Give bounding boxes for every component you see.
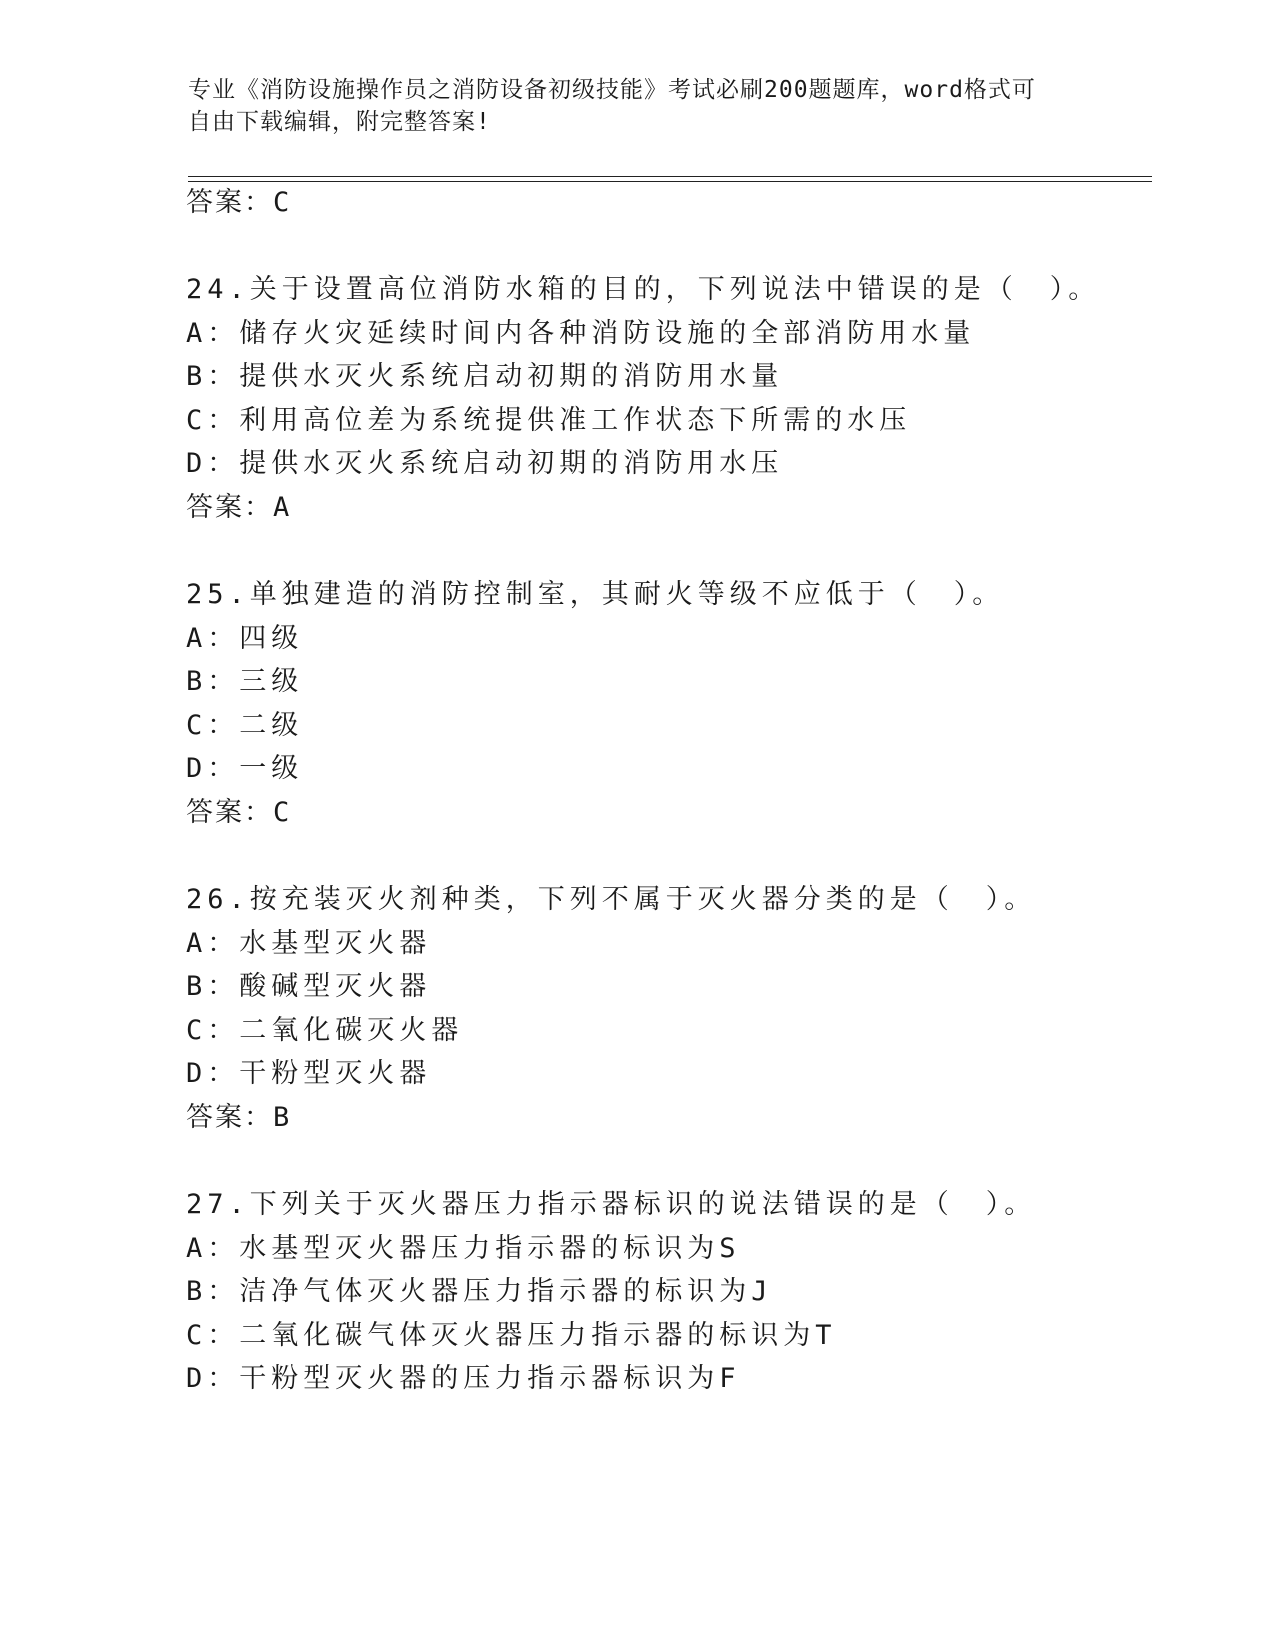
answer-value: C bbox=[273, 187, 292, 218]
option-a: A：四级 bbox=[186, 623, 304, 654]
answer-line bbox=[186, 491, 291, 525]
option-a: A：水基型灭火器 bbox=[186, 928, 432, 959]
option-c: C：二氧化碳气体灭火器压力指示器的标识为T bbox=[186, 1320, 837, 1351]
option-c: C：利用高位差为系统提供准工作状态下所需的水压 bbox=[186, 405, 912, 436]
answer-label: 答案： bbox=[186, 1102, 273, 1133]
question-stem: 27.下列关于灭火器压力指示器标识的说法错误的是（ ）。 bbox=[186, 1189, 1037, 1220]
question-stem: 26.按充装灭火剂种类，下列不属于灭火器分类的是（ ）。 bbox=[186, 884, 1037, 915]
answer-line bbox=[186, 1101, 291, 1135]
question-stem: 24.关于设置高位消防水箱的目的，下列说法中错误的是（ ）。 bbox=[186, 274, 1101, 305]
answer-line bbox=[186, 186, 291, 220]
option-d: D：一级 bbox=[186, 753, 304, 784]
answer-line bbox=[186, 796, 291, 830]
answer-value: A bbox=[273, 492, 292, 523]
option-a: A：储存火灾延续时间内各种消防设施的全部消防用水量 bbox=[186, 318, 976, 349]
answer-value: B bbox=[273, 1102, 292, 1133]
option-d: D：提供水灭火系统启动初期的消防用水压 bbox=[186, 448, 784, 479]
header-divider-bottom bbox=[188, 181, 1152, 182]
option-b: B：提供水灭火系统启动初期的消防用水量 bbox=[186, 361, 784, 392]
header-line-1: 专业《消防设施操作员之消防设备初级技能》考试必刷200题题库，word格式可 bbox=[188, 77, 1036, 103]
answer-label: 答案： bbox=[186, 492, 273, 523]
answer-label: 答案： bbox=[186, 187, 273, 218]
option-a: A：水基型灭火器压力指示器的标识为S bbox=[186, 1233, 741, 1264]
option-b: B：三级 bbox=[186, 666, 304, 697]
option-d: D：干粉型灭火器 bbox=[186, 1058, 432, 1089]
option-d: D：干粉型灭火器的压力指示器标识为F bbox=[186, 1363, 741, 1394]
answer-value: C bbox=[273, 797, 292, 828]
header-line-2: 自由下载编辑，附完整答案! bbox=[188, 109, 491, 135]
answer-label: 答案： bbox=[186, 797, 273, 828]
option-c: C：二氧化碳灭火器 bbox=[186, 1015, 464, 1046]
option-b: B：洁净气体灭火器压力指示器的标识为J bbox=[186, 1276, 773, 1307]
header-divider-top bbox=[188, 176, 1152, 177]
question-stem: 25.单独建造的消防控制室，其耐火等级不应低于（ ）。 bbox=[186, 579, 1005, 610]
option-c: C：二级 bbox=[186, 710, 304, 741]
option-b: B：酸碱型灭火器 bbox=[186, 971, 432, 1002]
document-header bbox=[188, 74, 1088, 138]
